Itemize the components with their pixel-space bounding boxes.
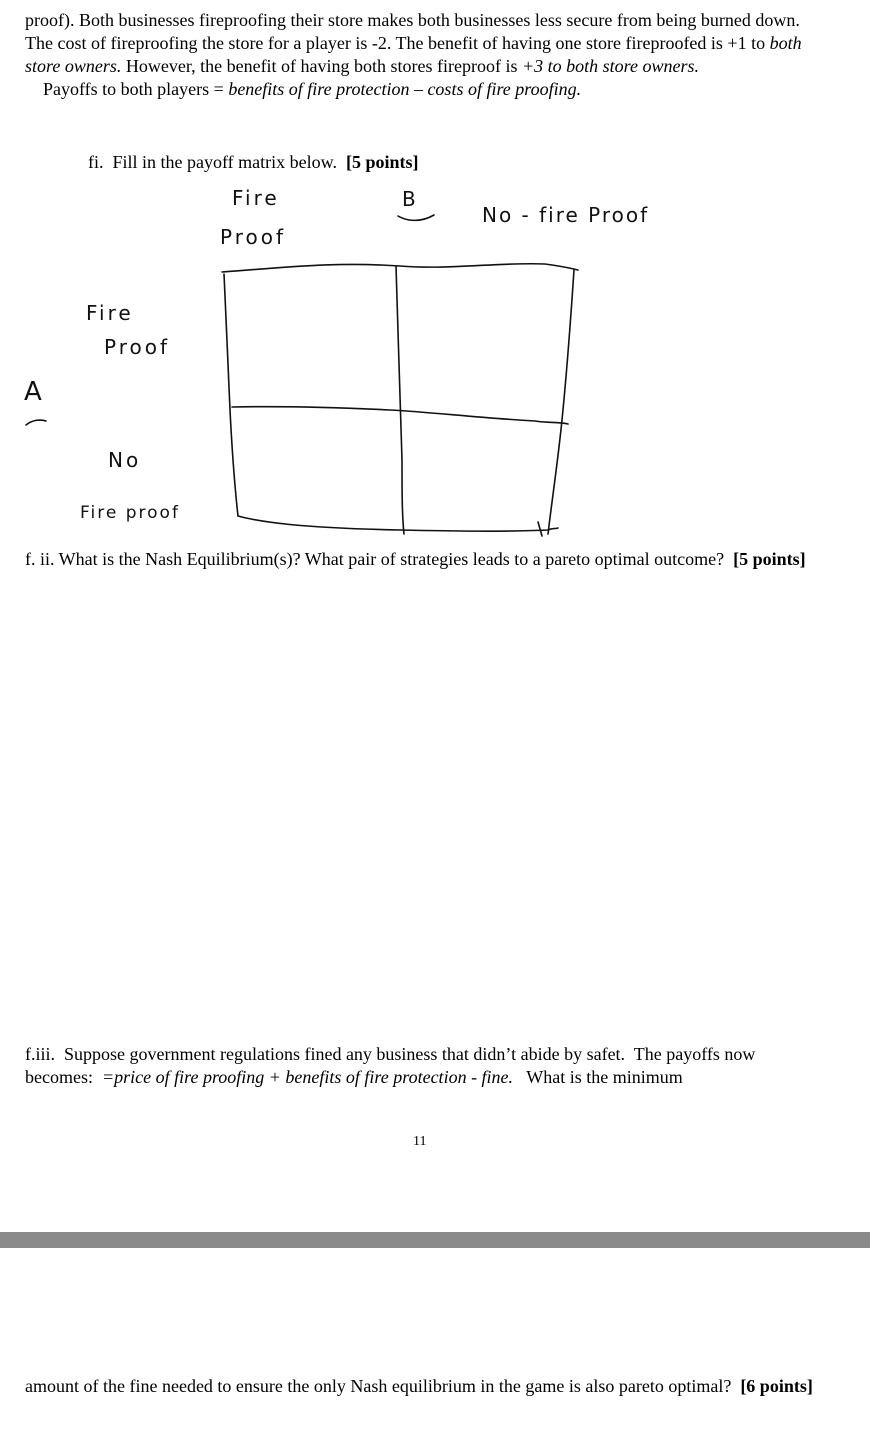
question-fiii-points: [6 points] <box>740 1376 813 1396</box>
row2-label-line1: No <box>108 448 142 472</box>
row1-label-line1: Fire <box>86 301 134 325</box>
matrix-right-line <box>548 270 574 534</box>
intro-text-4: +3 to both store owners. <box>522 56 700 76</box>
row2-label-line2: Fire proof <box>80 503 180 523</box>
question-fi-points: [5 points] <box>345 152 419 172</box>
question-fiii-continued-text: amount of the fine needed to ensure the only Nash equilibrium in the game is also pareto optimal? <box>25 1376 741 1396</box>
intro-text-6: benefits of fire protection – costs of fire proofing. <box>228 79 582 99</box>
matrix-bottom-line <box>238 516 558 531</box>
player-b-label: B <box>402 187 419 211</box>
page-number: 11 <box>413 1134 427 1149</box>
player-b-underline <box>398 215 434 220</box>
matrix-bottom-tick <box>538 522 542 536</box>
question-fiii <box>25 1043 825 1089</box>
question-fiii-formula: =price of fire proofing + benefits of fire protection - fine. <box>101 1067 514 1087</box>
player-a-label: A <box>24 377 45 407</box>
matrix-left-line <box>224 274 238 516</box>
col2-label: No - fire Proof <box>482 203 650 227</box>
intro-text-5: Payoffs to both players = <box>25 79 229 99</box>
intro-text-3: However, the benefit of having both stores fireproof is <box>121 56 523 76</box>
question-fii-points: [5 points] <box>733 549 806 569</box>
next-page <box>0 1248 870 1430</box>
question-fii <box>25 548 825 571</box>
question-fiii-continued <box>25 1375 825 1398</box>
question-fii-text: f. ii. What is the Nash Equilibrium(s)? What pair of strategies leads to a pareto optimal outcome? <box>25 549 734 569</box>
col1-label-line2: Proof <box>220 225 287 249</box>
player-a-underline <box>26 420 46 425</box>
intro-text-2: both store owners. <box>25 33 802 76</box>
question-fiii-text-1: f.iii. Suppose government regulations fined any business that didn’t abide by safet. The payoffs now becomes: <box>25 1044 760 1087</box>
question-fi-label: fi. Fill in the payoff matrix below. <box>88 152 346 172</box>
row1-label-line2: Proof <box>104 335 171 359</box>
matrix-top-line <box>222 264 578 272</box>
intro-text-1: proof). Both businesses fireproofing their store makes both businesses less secure from being burned down. The cost of fireproofing the store for a player is -2. The benefit of having one store fireproofed is +1 to <box>25 10 800 53</box>
col1-label-line1: Fire <box>232 186 280 210</box>
question-fiii-text-3: What is the minimum <box>513 1067 683 1087</box>
matrix-middle-vertical <box>396 266 404 534</box>
page-separator <box>0 1232 870 1248</box>
